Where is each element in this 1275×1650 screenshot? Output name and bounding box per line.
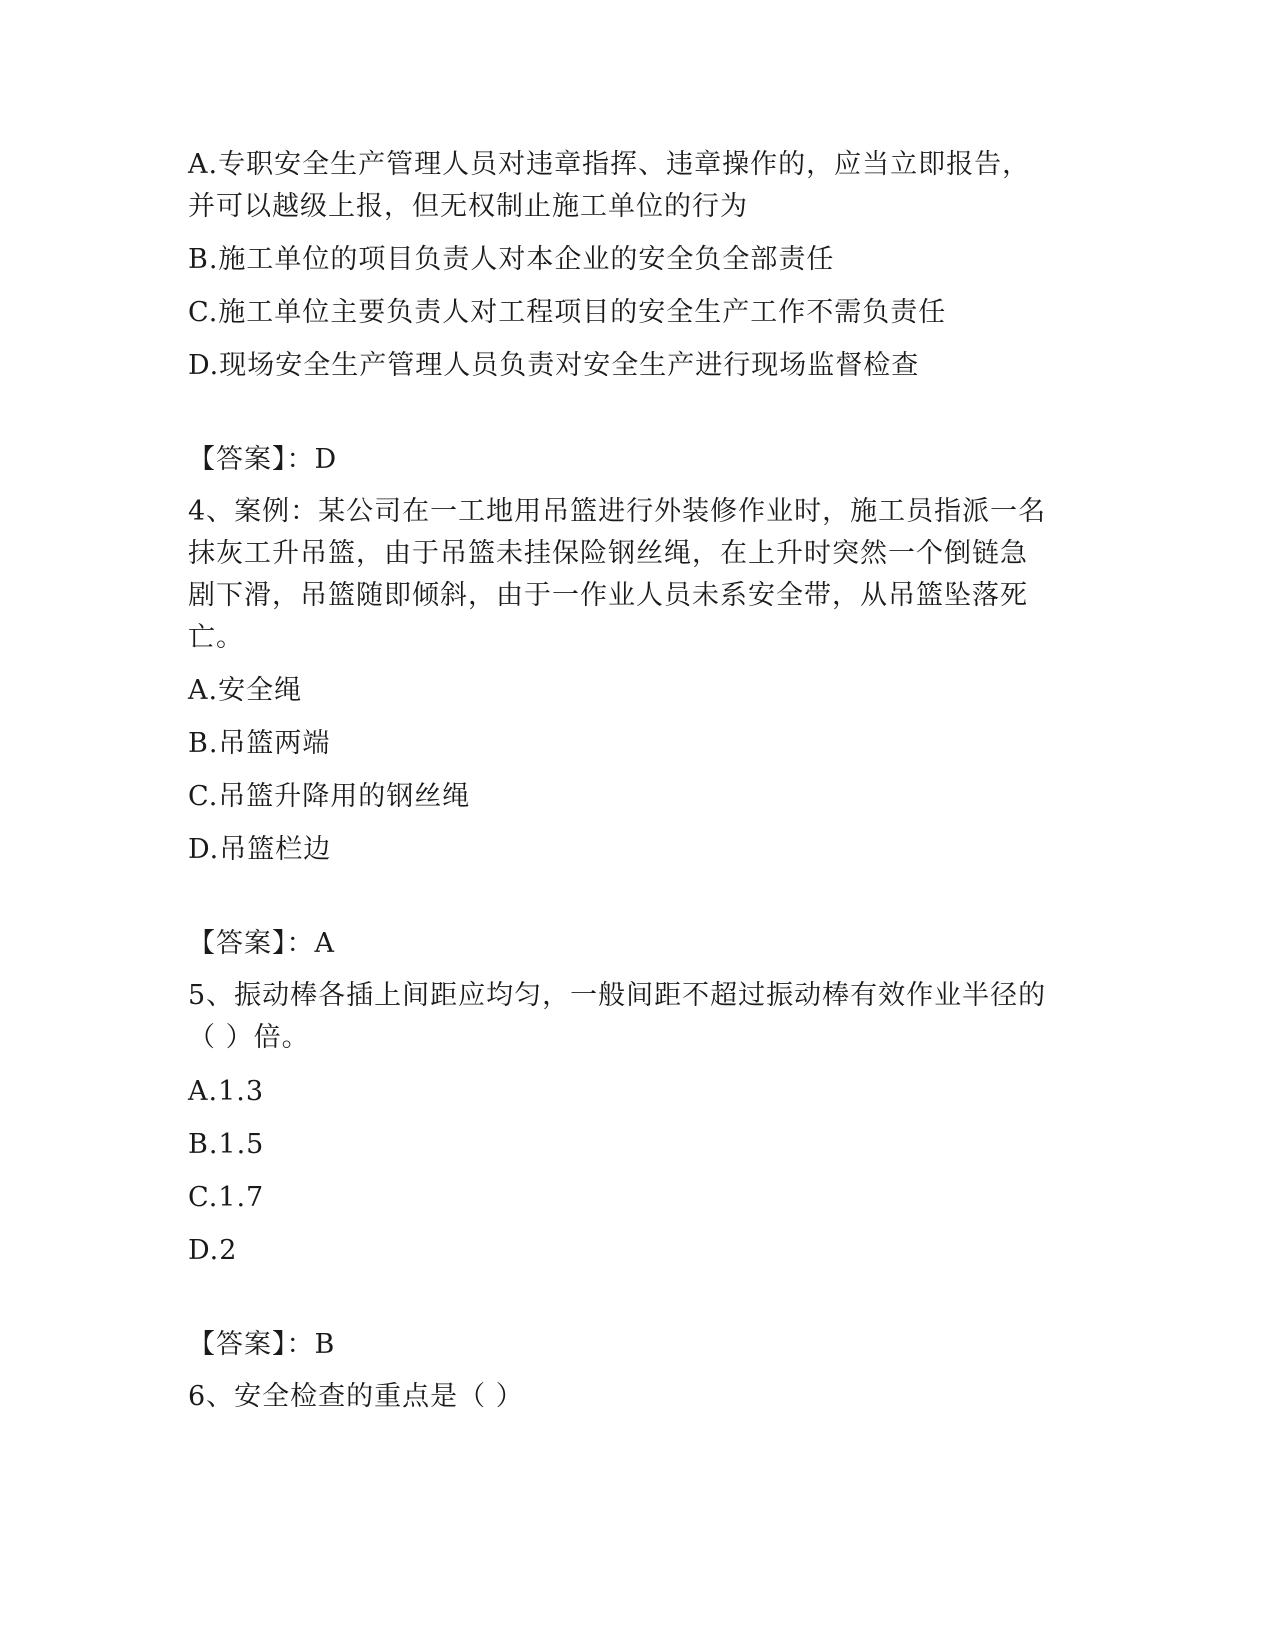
q4-answer: 【答案】：A xyxy=(188,928,335,959)
q3-option-a-line2: 并可以越级上报，但无权制止施工单位的行为 xyxy=(188,191,748,222)
q3-answer: 【答案】：D xyxy=(188,444,338,475)
q6-stem-line1: 6、安全检查的重点是（ ） xyxy=(188,1381,524,1412)
q5-option-d: D.2 xyxy=(188,1235,238,1266)
q3-option-c: C.施工单位主要负责人对工程项目的安全生产工作不需负责任 xyxy=(188,297,947,328)
q5-option-a: A.1.3 xyxy=(188,1076,265,1107)
q4-stem-line2: 抹灰工升吊篮，由于吊篮未挂保险钢丝绳，在上升时突然一个倒链急 xyxy=(188,538,1028,569)
q5-stem-line2: （ ）倍。 xyxy=(188,1022,310,1053)
q4-stem-line1: 4、案例：某公司在一工地用吊篮进行外装修作业时，施工员指派一名 xyxy=(188,496,1047,527)
q5-option-b: B.1.5 xyxy=(188,1129,265,1160)
q4-option-a: A.安全绳 xyxy=(188,675,303,706)
q5-answer: 【答案】：B xyxy=(188,1329,336,1360)
q5-stem-line1: 5、振动棒各插上间距应均匀，一般间距不超过振动棒有效作业半径的 xyxy=(188,980,1047,1011)
q4-option-b: B.吊篮两端 xyxy=(188,728,331,759)
q3-option-b: B.施工单位的项目负责人对本企业的安全负全部责任 xyxy=(188,244,835,275)
q4-stem-line3: 剧下滑，吊篮随即倾斜，由于一作业人员未系安全带，从吊篮坠落死 xyxy=(188,580,1028,611)
q4-option-d: D.吊篮栏边 xyxy=(188,834,332,865)
q5-option-c: C.1.7 xyxy=(188,1182,265,1213)
q3-option-a-line1: A.专职安全生产管理人员对违章指挥、违章操作的，应当立即报告， xyxy=(188,149,1031,180)
q3-option-d: D.现场安全生产管理人员负责对安全生产进行现场监督检查 xyxy=(188,350,920,381)
q4-stem-line4: 亡。 xyxy=(188,622,244,653)
q4-option-c: C.吊篮升降用的钢丝绳 xyxy=(188,781,471,812)
